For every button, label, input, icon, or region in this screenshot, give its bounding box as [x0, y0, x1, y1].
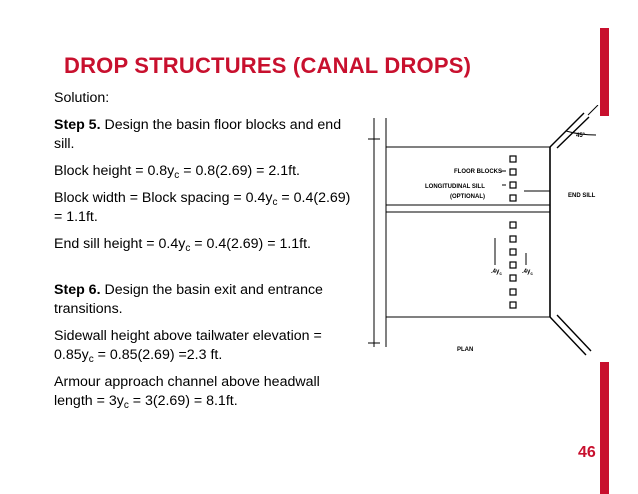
sidewall-sub: c [88, 354, 94, 365]
armour-line [54, 373, 354, 411]
step5-label: Step 5. [54, 117, 101, 133]
block-height-sub: c [174, 170, 180, 181]
optional-label: (OPTIONAL) [450, 194, 485, 200]
block-height-line [54, 162, 354, 181]
floor-block [510, 262, 516, 268]
floor-block [510, 156, 516, 162]
end-sill-line [54, 235, 354, 254]
block-width-line [54, 189, 354, 227]
bottom-flare-inner [557, 315, 591, 351]
spacing-label-right: $.4y_c$ [522, 269, 533, 276]
armour-post: = 3(2.69) = 8.1ft. [128, 393, 238, 409]
accent-bar-bottom [600, 362, 609, 494]
plan-drawing [352, 105, 602, 365]
floor-block [510, 195, 516, 201]
sidewall-line [54, 327, 354, 365]
longitudinal-sill-label: LONGITUDINAL SILL [425, 184, 485, 190]
end-sill-sub: c [185, 243, 191, 254]
solution-label: Solution: [54, 90, 110, 106]
floor-block [510, 249, 516, 255]
step6-paragraph [54, 281, 354, 319]
step5-paragraph [54, 116, 354, 154]
page-number: 46 [578, 444, 596, 461]
step5-text: Design the basin floor blocks and end sill. [54, 117, 342, 152]
spacing-label-left: $.4y_c$ [491, 269, 502, 276]
plan-label: PLAN [457, 347, 474, 353]
block-width-sub: c [272, 197, 278, 208]
accent-bar-top [600, 28, 609, 116]
solution-text [54, 89, 354, 419]
armour-pre: Armour approach channel above headwall length = 3y [54, 374, 320, 409]
block-height-pre: Block height = 0.8y [54, 163, 175, 179]
slide-title: DROP STRUCTURES (CANAL DROPS) [64, 53, 472, 78]
top-flare [550, 113, 584, 147]
plan-figure [352, 105, 602, 365]
bottom-flare [550, 317, 586, 355]
end-sill-post: = 0.4(2.69) = 1.1ft. [190, 236, 311, 252]
angle-ref [588, 105, 598, 115]
floor-block [510, 275, 516, 281]
floor-block [510, 222, 516, 228]
floor-block [510, 182, 516, 188]
sidewall-pre: Sidewall height above tailwater elevation = 0.85y [54, 328, 322, 363]
floor-block [510, 302, 516, 308]
end-sill-pre: End sill height = 0.4y [54, 236, 186, 252]
end-sill-label: END SILL [568, 193, 596, 199]
floor-block [510, 169, 516, 175]
block-width-post: = 0.4(2.69) = 1.1ft. [54, 190, 351, 225]
sidewall-post: = 0.85(2.69) =2.3 ft. [93, 347, 223, 363]
step6-label: Step 6. [54, 282, 101, 298]
block-width-pre: Block width = Block spacing = 0.4y [54, 190, 273, 206]
floor-block [510, 236, 516, 242]
floor-block [510, 289, 516, 295]
block-height-post: = 0.8(2.69) = 2.1ft. [179, 163, 300, 179]
floor-blocks-label: FLOOR BLOCKS [454, 169, 502, 175]
step6-text: Design the basin exit and entrance transitions. [54, 282, 323, 317]
angle-label: 45° [576, 133, 586, 139]
armour-sub: c [123, 400, 129, 411]
